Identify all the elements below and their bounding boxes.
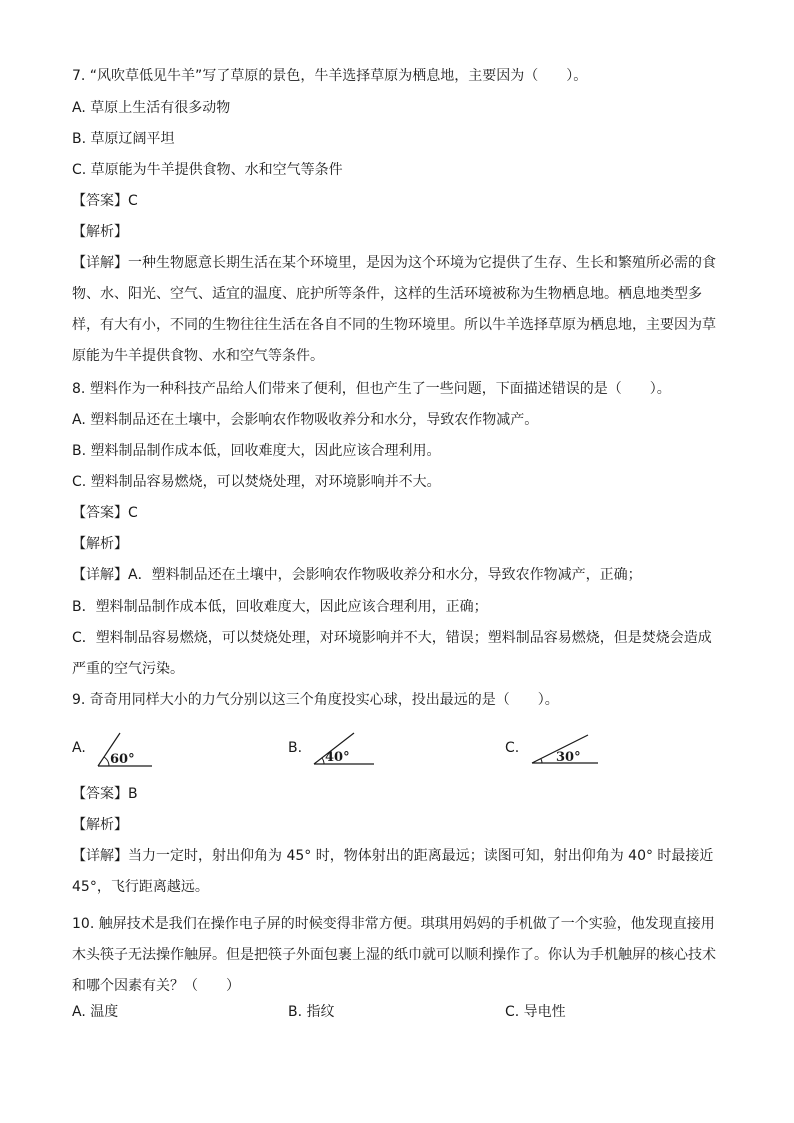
angle-figure-a bbox=[90, 730, 170, 772]
question-9-option-b-label: B. bbox=[288, 740, 303, 756]
question-9-stem: 9. 奇奇用同样大小的力气分别以这三个角度投实心球，投出最远的是（ ）。 bbox=[72, 692, 559, 708]
question-7-answer: 【答案】C bbox=[72, 193, 138, 209]
question-8-answer: 【答案】C bbox=[72, 505, 138, 521]
question-10-stem: 10. 触屏技术是我们在操作电子屏的时候变得非常方便。琪琪用妈妈的手机做了一个实验，他发现直接用木头筷子无法操作触屏。但是把筷子外面包裹上湿的纸巾就可以顺利操作了。你认为手机触屏的核心技术和哪个因素有关？（ ） bbox=[72, 916, 716, 994]
question-8-option-a: A. 塑料制品还在土壤中，会影响农作物吸收养分和水分，导致农作物减产。 bbox=[72, 412, 539, 428]
question-8-detail-a: 【详解】A．塑料制品还在土壤中，会影响农作物吸收养分和水分，导致农作物减产，正确； bbox=[72, 567, 642, 583]
question-10-option-c: C. 导电性 bbox=[505, 1004, 566, 1020]
question-9-option-c-label: C. bbox=[505, 740, 520, 756]
question-9-option-a-label: A. bbox=[72, 740, 86, 756]
question-7-option-b: B. 草原辽阔平坦 bbox=[72, 131, 175, 147]
question-10-option-a: A. 温度 bbox=[72, 1004, 119, 1020]
question-8-option-b: B. 塑料制品制作成本低，回收难度大，因此应该合理利用。 bbox=[72, 443, 441, 459]
angle-figure-c bbox=[526, 733, 606, 769]
question-8-detail-c: C．塑料制品容易燃烧，可以焚烧处理，对环境影响并不大，错误；塑料制品容易燃烧，但是焚烧会造成严重的空气污染。 bbox=[72, 630, 712, 677]
question-9-answer: 【答案】B bbox=[72, 786, 138, 802]
angle-label-b: 40° bbox=[325, 750, 350, 765]
angle-label-a: 60° bbox=[110, 752, 135, 767]
question-7-option-c: C. 草原能为牛羊提供食物、水和空气等条件 bbox=[72, 162, 343, 178]
angle-figure-b bbox=[306, 730, 382, 772]
question-9-analysis-label: 【解析】 bbox=[72, 817, 128, 833]
question-7-option-a: A. 草原上生活有很多动物 bbox=[72, 100, 231, 116]
angle-label-c: 30° bbox=[556, 750, 581, 765]
question-8-analysis-label: 【解析】 bbox=[72, 536, 128, 552]
question-7-analysis-label: 【解析】 bbox=[72, 224, 128, 240]
question-9-detail: 【详解】当力一定时，射出仰角为 45° 时，物体射出的距离最远；读图可知，射出仰角为 40° 时最接近 45°，飞行距离越远。 bbox=[72, 848, 714, 895]
question-10-option-b: B. 指纹 bbox=[288, 1004, 335, 1020]
question-8-detail-b: B．塑料制品制作成本低，回收难度大，因此应该合理利用，正确； bbox=[72, 599, 488, 615]
question-7-stem: 7. “风吹草低见牛羊”写了草原的景色，牛羊选择草原为栖息地，主要因为（ ）。 bbox=[72, 68, 588, 84]
question-8-stem: 8. 塑料作为一种科技产品给人们带来了便利，但也产生了一些问题，下面描述错误的是（ ）。 bbox=[72, 381, 671, 397]
question-8-option-c: C. 塑料制品容易燃烧，可以焚烧处理，对环境影响并不大。 bbox=[72, 474, 441, 490]
question-7-detail: 【详解】一种生物愿意长期生活在某个环境里，是因为这个环境为它提供了生存、生长和繁殖所必需的食物、水、阳光、空气、适宜的温度、庇护所等条件，这样的生活环境被称为生物栖息地。栖息地类型多样，有大有小，不同的生物往往生活在各自不同的生物环境里。所以牛羊选择草原为栖息地，主要因为草原能为牛羊提供食物、水和空气等条件。 bbox=[72, 255, 716, 364]
